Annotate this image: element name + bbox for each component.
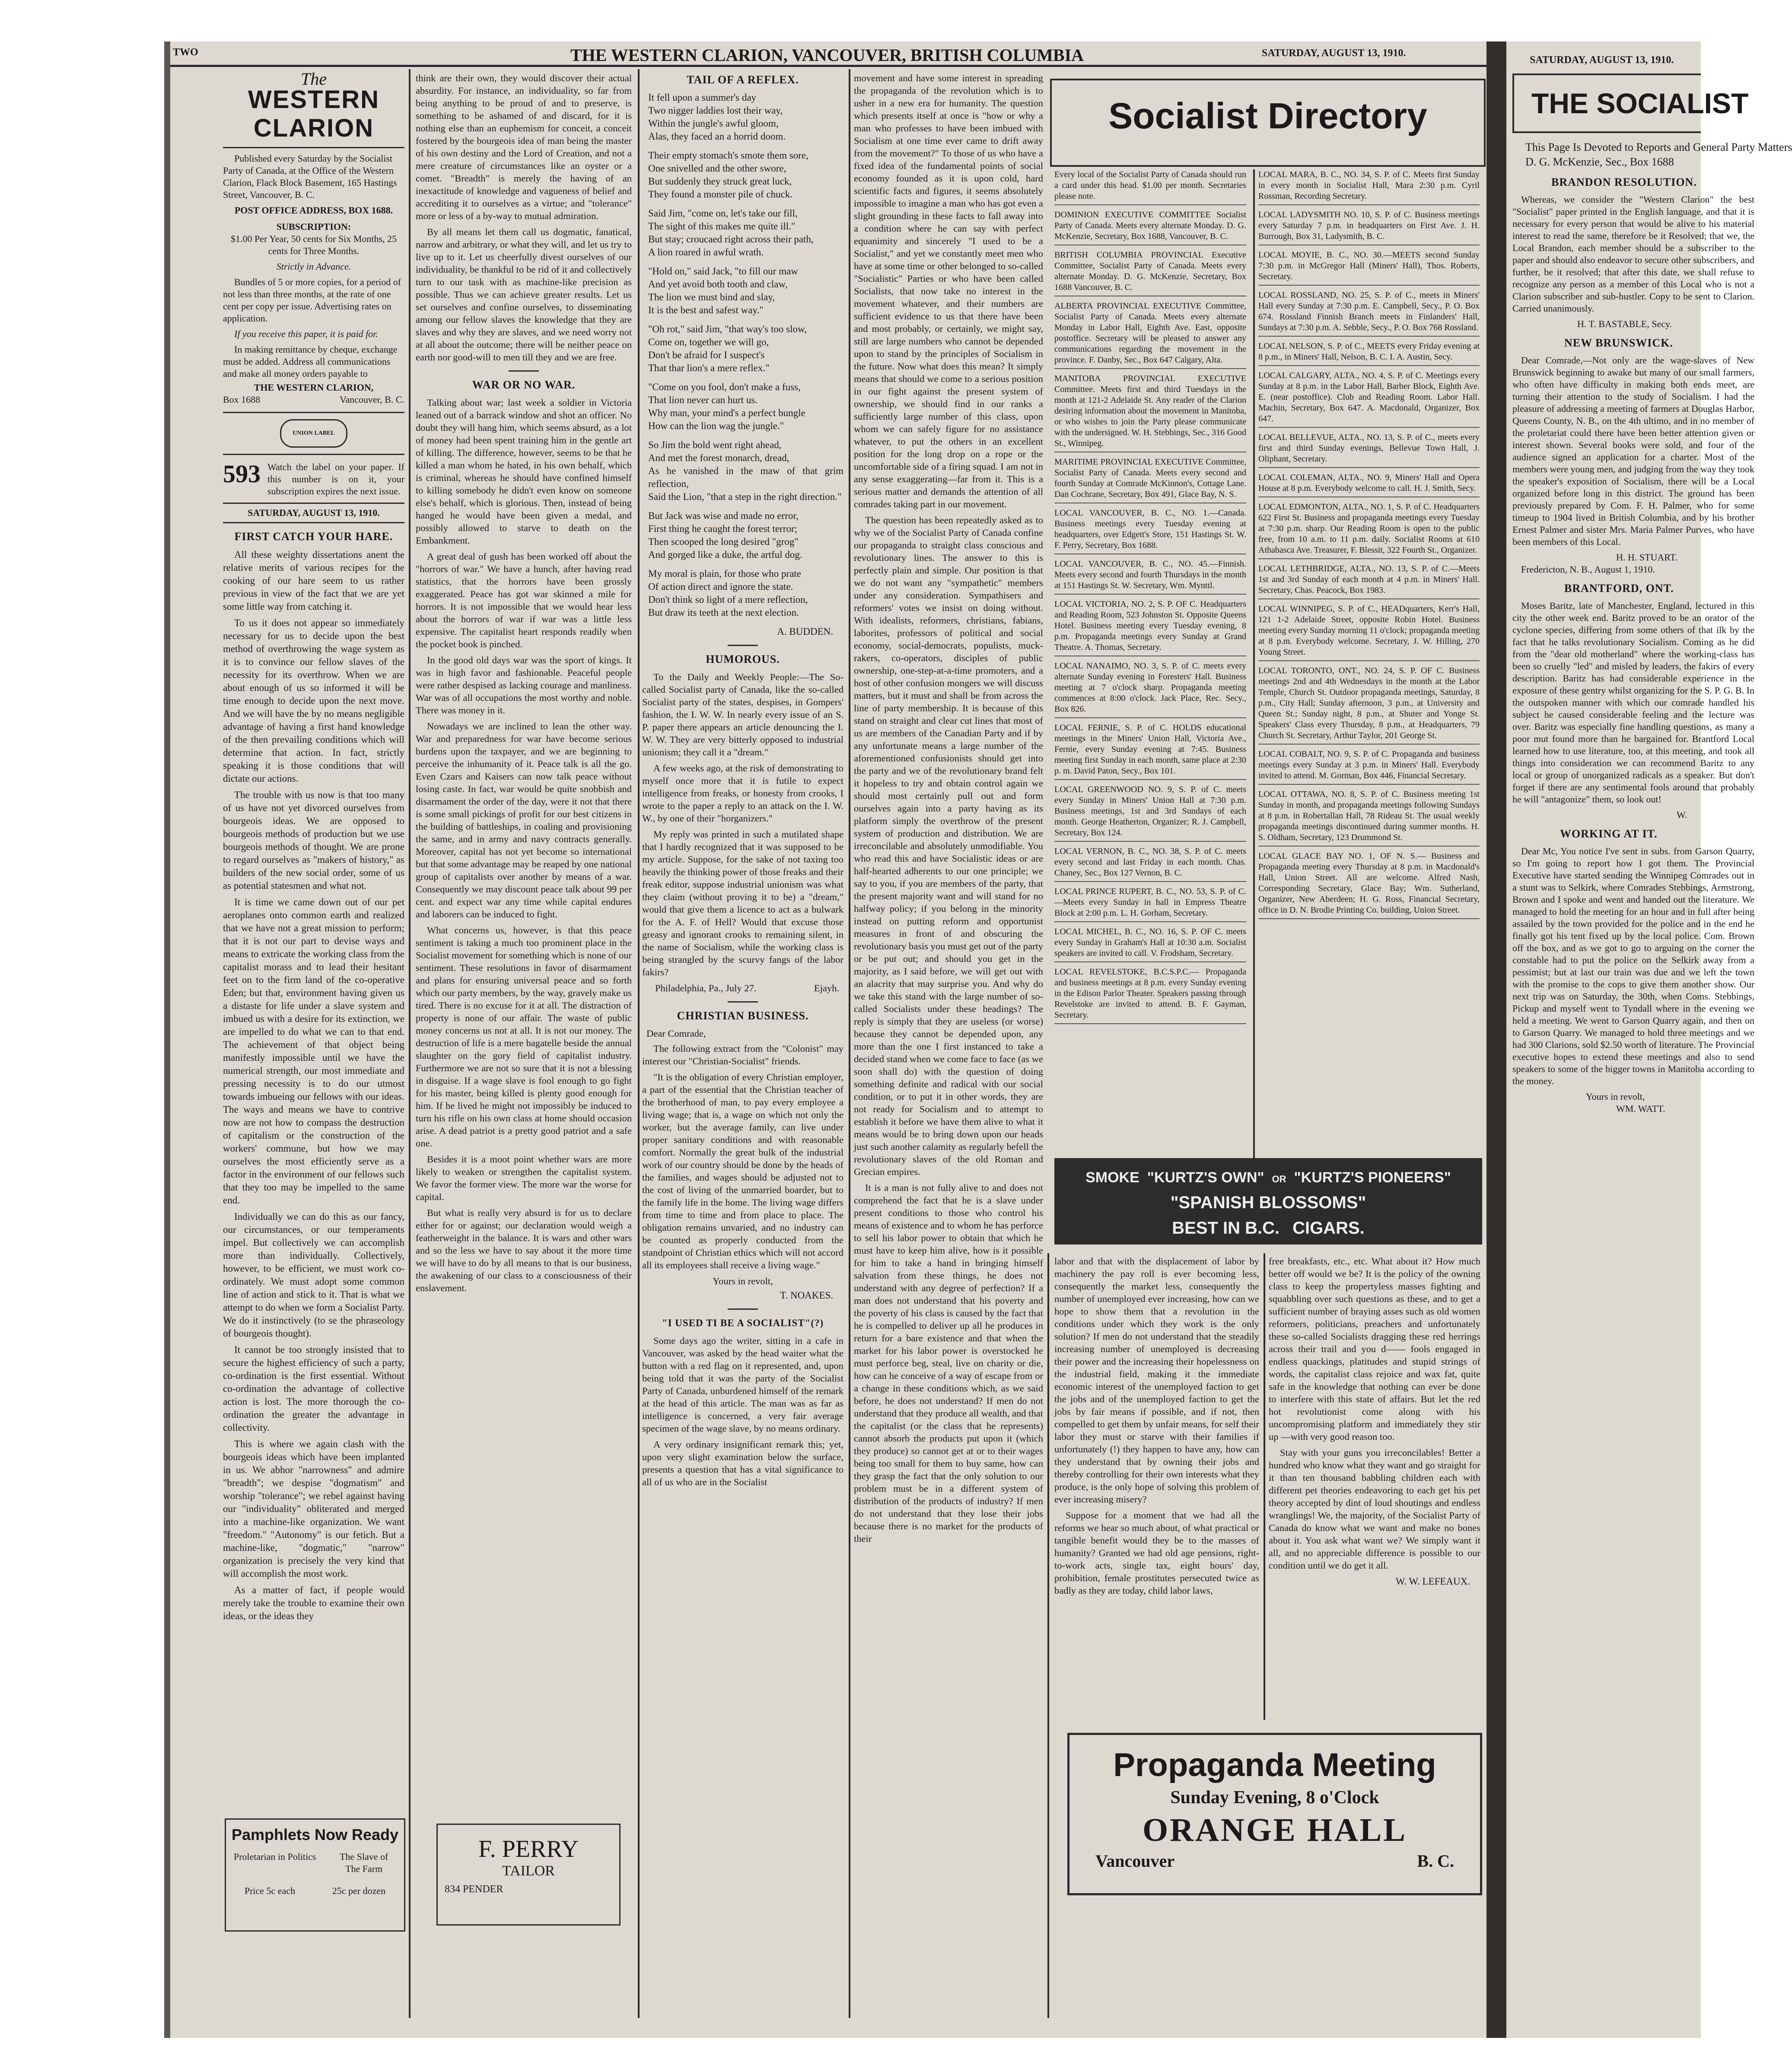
right-page-header-date: SATURDAY, AUGUST 13, 1910.	[1530, 54, 1674, 66]
directory-entry: BRITISH COLUMBIA PROVINCIAL Executive Committee, Socialist Party of Canada. Meets every alternate Monday. D. G. McKenzie, Secretary, Box 1688 Vancouver, B. C.	[1054, 250, 1246, 296]
cigar-ad-smoke: SMOKE	[1085, 1169, 1139, 1186]
union-label-text: UNION LABEL	[293, 430, 335, 436]
article-heading: BRANTFORD, ONT.	[1564, 582, 1674, 595]
directory-entry: LOCAL WINNIPEG, S. P. of C., HEADquarters, Kerr's Hall, 121 1-2 Adelaide Street, opposite Robin Hotel. Business meeting every Sunday morning 11 o'clock; propaganda meeting at 8 p.m. Everybody welcome. Secretary, J. W. Hilling, 270 Young Street.	[1258, 604, 1480, 661]
directory-entry: LOCAL VERNON, B. C., NO. 38, S. P. of C. meets every second and last Friday in each month. Chas. Chaney, Sec., Box 127 Vernon, B. C.	[1054, 846, 1246, 882]
directory-entry: LOCAL BELLEVUE, ALTA., NO. 13, S. P. of C., meets every first and third Sunday evenings, Bellevue Town Hall, J. Oliphant, Secretary.	[1258, 432, 1480, 468]
union-label-icon	[280, 419, 347, 448]
ad-city: Vancouver	[1095, 1851, 1175, 1871]
paragraph: Nowadays we are inclined to lean the other way. War and preparedness for war have become serious burdens upon the taxpayer, and we are beginning to perceive the inhumanity of it. Peace talk is all the go. Even Czars and Kaisers can now talk peace without losing caste. In fact, war would be quite snobbish and disarmament the order of the day, were it not that there is some small pickings of profit for our best citizens in the building of battleships, in coaling and provisioning the same, and in army and navy contracts generally. Moreover, capital has not yet become so international but that some advantage may be reaped by one national group of capitalists over another by means of a war. Consequently we may discount peace talk about 99 per cent. and expect war any time while capital endures and laborers can be induced to fight.	[416, 721, 632, 920]
pamphlets-ad	[225, 1818, 405, 1932]
paragraph: A very ordinary insignificant remark this; yet, upon very slight examination below the surface, presents a question that has a vital significance to all of us who are in the Socialist	[642, 1439, 843, 1487]
directory-column-rule	[1253, 169, 1255, 1163]
subscription-rates: $1.00 Per Year, 50 cents for Six Months, 25 cents for Three Months.	[230, 233, 397, 256]
poem-stanza: So Jim the bold went right ahead, And met the forest monarch, dread, As he vanished in the maw of that grim reflection, Said the Lion, "that a step in the right direction."	[648, 439, 843, 502]
signature: T. NOAKES.	[780, 1290, 833, 1301]
column-rule	[409, 69, 411, 2018]
article-heading: WORKING AT IT.	[1560, 828, 1658, 840]
paragraph: To us it does not appear so immediately necessary for us to decide upon the best method of overthrowing the wage system as it is to convince our fellow slaves of the necessity for its overthrow. When we are about enough of us so informed it will be time enough to decide upon the next move. And we will have the by no means negligible advantage of having a first hand knowledge of the then prevailing conditions which will determine that action. In fact, strictly speaking it is those conditions that will dictate our actions.	[223, 618, 404, 784]
paragraph: The trouble with us now is that too many of us have not yet divorced ourselves from bourgeois ideas. We are opposed to bourgeois methods of production but we use bourgeois methods of thought. We are prone to regard ourselves as "makers of history," as builders of the new social order, some of us as potential statesmen and what not.	[223, 789, 404, 891]
directory-entry: LOCAL FERNIE, S. P. of C. HOLDS educational meetings in the Miners' Union Hall, Victoria Ave., Fernie, every Sunday evening at 7:45. Business meeting first Sunday in each month, same place at 2:30 p. m. David Paton, Secy., Box 101.	[1054, 723, 1246, 780]
cigar-brand: "KURTZ'S PIONEERS"	[1294, 1169, 1451, 1186]
masthead-title: WESTERN CLARION	[248, 86, 379, 142]
directory-left-column	[1054, 169, 1246, 1028]
ad-price: 25c per dozen	[332, 1885, 386, 1896]
masthead-the: The	[301, 69, 327, 89]
directory-entry: LOCAL OTTAWA, NO. 8, S. P. of C. Business meeting 1st Sunday in month, and propaganda meetings following Sundays at 8 p.m. in Robertallan Hall, 78 Rideau St. The usual weekly propaganda meetings discontinued during summer months. H. S. Oldham, Secretary, 123 Drummond St.	[1258, 789, 1480, 847]
directory-entry: LOCAL PRINCE RUPERT, B. C., NO. 53, S. P. of C.—Meets every Sunday in hall in Empress Theatre Block at 2:00 p.m. L. H. Gorham, Secretary.	[1054, 886, 1246, 922]
directory-entry: LOCAL LETHBRIDGE, ALTA., NO. 13, S. P. of C.—Meets 1st and 3rd Sunday of each month at 4 p.m. in Miners' Hall. Secretary, Chas. Peacock, Box 1983.	[1258, 563, 1480, 599]
signature: H. T. BASTABLE, Secy.	[1577, 318, 1672, 329]
paid-notice: If you receive this paper, it is paid for.	[234, 328, 378, 339]
poem-stanza: "Oh rot," said Jim, "that way's too slow, Come on, together we will go, Don't be afraid for I suspect's That thar lion's a mere reflex."	[648, 324, 807, 373]
paragraph: labor and that with the displacement of labor by machinery the pay roll is ever becoming less, consequently the market less, consequently the number of unemployed ever increasing, how can we hope to show them that a revolution in the conditions under which they work is the only solution? If men do not understand that the steadily increasing number of unemployed is decreasing their power and the increasing their hopelessness on the industrial field, making it the immediate economic interest of the unemployed faction to get the jobs and of the unemployed faction to get the jobs by fair means if possible, and if not, then compelled to get them by unfair means, for self their labor they must or starve with their families if unfortunately (!) they happen to have any, how can they understand that by owning their jobs and thereby controlling for their own interests what they produce, is the only hope of solving this problem of ever increasing misery?	[1054, 1256, 1259, 1505]
article-heading: "I USED TI BE A SOCIALIST"(?)	[662, 1318, 824, 1328]
cigar-brand: "SPANISH BLOSSOMS"	[1170, 1193, 1366, 1212]
page-devoted-notice: This Page Is Devoted to Reports and General Party Matters	[1525, 141, 1792, 153]
paragraph: Individually we can do this as our fancy, our circumstances, or our temperaments impel. But collectively we can accomplish more than individually. Collectively, however, to be efficient, we must work co-ordinately. We must adopt some common line of action and stick to it. That is what we attempt to do when we form a Socialist Party. We do it instinctively (to se the phraseology of bourgeois thought).	[223, 1211, 404, 1339]
column-5	[1054, 1255, 1259, 1600]
paragraph: Some days ago the writer, sitting in a cafe in Vancouver, was asked by the head waiter what the button with a red flag on it represented, and, upon being told that it was the party of the Socialist Party of Canada, unburdened himself of the remark at the head of this article. The man was as far as intelligence is concerned, a very fair average specimen of the wage slave, by no means ordinary.	[642, 1335, 843, 1434]
ad-title: Propaganda Meeting	[1113, 1747, 1436, 1783]
ad-hall: ORANGE HALL	[1143, 1812, 1407, 1848]
paragraph: Suppose for a moment that we had all the reforms we hear so much about, of what practical or tangible benefit would they be to the masses of humanity? Granted we had old age pensions, right-to-work acts, single tax, eight hours' day, prohibition, female prostitutes persecuted twice as badly as they are today, child labor laws,	[1054, 1510, 1259, 1596]
advance-notice: Strictly in Advance.	[276, 261, 351, 272]
paragraph: Besides it is a moot point whether wars are more likely to weaken or strengthen the capitalist system. We favor the former view. The more war the worse for capital.	[416, 1154, 632, 1202]
page-number: TWO	[173, 47, 198, 58]
column-6	[1269, 1255, 1480, 1592]
paragraph: Dear Mc, You notice I've sent in subs. from Garson Quarry, so I'm going to report how I got them. The Provincial Executive have started sending the Winnipeg Comrades out in a stunt was to Selkirk, where Comrades Stebbings, Armstrong, Brown and I spoke and went and handed out the literature. We managed to hold the meeting for an hour and in full after being assailed by the town provided for the police and in the end he finally got his tent fixed up by the local police. Com. Brown off the box, and as we got to go to arguing on the corner the constable had to put the police on the Selkirk away from a pessimist; but at last our train was due and we left the town with the promise to the cops to give them another show. Our next trip was on Saturday, the 30th, when Coms. Stebbings, Pickup and myself went to Tyndall where in the evening we held a meeting. We went to Garson Quarry again, and then on to Garson Quarry. We managed to hold three meetings and we had 300 Clarions, sold $2.50 worth of literature. The Provincial executive hopes to extend these meetings and also to send speakers to some of the bigger towns in Manitoba according to the money.	[1512, 846, 1754, 1086]
directory-intro: Every local of the Socialist Party of Canada should run a card under this head. $1.00 per month. Secretaries please note.	[1054, 169, 1246, 205]
paragraph: All these weighty dissertations anent the relative merits of various recipes for the cooking of our hare seem to us rather previous in view of the fact that we are yet some little way from catching it.	[223, 549, 404, 612]
signature: H. H. STUART.	[1616, 552, 1677, 563]
column-4	[854, 72, 1043, 1548]
ad-province: B. C.	[1417, 1851, 1454, 1871]
poem-stanza: "Come on you fool, don't make a fuss, That lion never can hurt us. Why man, your mind's a perfect bungle How can the lion wag the jungle."	[648, 382, 805, 431]
label-notice: Watch the label on your paper. If this number is on it, your subscription expires the next issue.	[267, 462, 404, 497]
paragraph: A few weeks ago, at the risk of demonstrating to myself once more that it is futile to expect intelligence from freaks, or honesty from crooks, I wrote to the paper a reply to an attack on the I. W. W., by one of their "horganizers."	[642, 763, 843, 824]
directory-entry: LOCAL NANAIMO, NO. 3, S. P. of C. meets every alternate Sunday evening in Foresters' Hall. Business meeting at 7 o'clock sharp. Propaganda meeting commences at 8:00 o'clock. Jack Place, Rec. Secy., Box 826.	[1054, 661, 1246, 718]
directory-entry: LOCAL MICHEL, B. C., NO. 16, S. P. OF C. meets every Sunday in Graham's Hall at 10:30 a.m. Socialist speakers are invited to call. V. Frodsham, Secretary.	[1054, 926, 1246, 962]
article-heading: BRANDON RESOLUTION.	[1551, 176, 1697, 188]
column-3	[642, 72, 843, 1492]
directory-entry: LOCAL GREENWOOD NO. 9, S. P. of C. meets every Sunday in Miners' Union Hall at 7:30 p.m. Business meetings, 1st and 3rd Sundays of each month. George Heatherton, Organizer; R. J. Campbell, Secretary, Box 124.	[1054, 784, 1246, 842]
page-fold-shadow	[164, 41, 170, 2038]
paragraph: But what is really very absurd is for us to declare either for or against; our declaration would weigh a featherweight in the balance. It is wars and other wars and so the less we have to say about it the more time we will have to do by all means to that is our business, the awakening of our class to a consciousness of their enslavement.	[416, 1207, 632, 1293]
poem-stanza: But Jack was wise and made no error, First thing he caught the forest terror; Then scooped the long desired "grog" And gorged like a duke, the artful dog.	[648, 510, 802, 560]
closing: Yours in revolt,	[1586, 1091, 1645, 1102]
directory-entry: LOCAL NELSON, S. P. of C., MEETS every Friday evening at 8 p.m., in Miners' Hall, Nelson, B. C. I. A. Austin, Secy.	[1258, 341, 1480, 366]
directory-entry: LOCAL LADYSMITH NO. 10, S. P. of C. Business meetings every Saturday 7 p.m. in headquarters on First Ave. J. H. Burrough, Box 31, Ladysmith, B. C.	[1258, 210, 1480, 245]
directory-entry: LOCAL TORONTO, ONT., NO. 24, S. P. OF C. Business meetings 2nd and 4th Wednesdays in the month at the Labor Temple, Church St. Outdoor propaganda meetings, Saturday, 8 p.m., City Hall; Sunday afternoon, 3 p.m., at University and Queen St.; Sunday night, 8 p.m., at Shuter and Yonge St. Speakers' Class every Thursday, 8 p.m., at Headquarters, 79 Church St. Secretary, Arthur Taylor, 201 George St.	[1258, 665, 1480, 745]
header-rule	[170, 65, 1486, 67]
ad-trade: TAILOR	[502, 1863, 555, 1879]
page-secretary: D. G. McKenzie, Sec., Box 1688	[1525, 156, 1674, 168]
directory-entry: LOCAL ROSSLAND, NO. 25, S. P. of C., meets in Miners' Hall every Sunday at 7:30 p.m. E. Campbell, Secy., P. O. Box 674. Rossland Finnish Branch meets in Finlanders' Hall, Sundays at 7:30 p.m. A. Sebble, Secy., P. O. Box 768 Rossland.	[1258, 290, 1480, 337]
binding-gutter	[1486, 41, 1506, 2038]
issue-date: SATURDAY, AUGUST 13, 1910.	[248, 507, 380, 518]
issue-number: 593	[223, 460, 261, 488]
cigar-ad-or: OR	[1272, 1174, 1286, 1184]
box-number: Box 1688	[223, 394, 261, 405]
right-page-column	[1512, 140, 1792, 1115]
paragraph: It is a man is not fully alive to and does not comprehend the fact that he is a slave under present conditions to those who control his means of existence and to whom he has perforce to sell his labor power to obtain that which he must have to keep him alive, how is it possible for him to take a hand in bringing himself salvation from these things, he does not understand with any degree of perfection? If a man does not understand that his poverty and the poverty of his class is caused by the fact that he is compelled to deliver up all he produces in return for a bare existence and that when the market for his labor power is overstocked he must perforce beg, steal, live on charity or die, how can he conceive of a way of escape from or a change in these conditions which, as we said before, he does not understand? If men do not understand that they produce all wealth, and that the capitalist (or the class that he represents) cannot absorb the products put upon it (which they produce) so cannot get at or to their wages being too small for them to buy same, how can they grasp the fact that the only solution to our problem must be in a different system of distribution of the products of industry? If men do not understand that they lose their jobs because there is no market for the products of their	[854, 1182, 1043, 1544]
signature: W.	[1677, 809, 1687, 820]
poem-stanza: Their empty stomach's smote them sore, One snivelled and the other swore, But suddenly they struck great luck, They found a monster pile of chuck.	[648, 150, 808, 200]
directory-entry: LOCAL CALGARY, ALTA., NO. 4, S. P. of C. Meetings every Sunday at 8 p.m. in the Labor Hall, Barber Block, Eighth Ave. E. (near postoffice). Club and Reading Room. Labor Hall. Machin, Secretary, Box 647. A. Macdonald, Organizer, Box 647.	[1258, 370, 1480, 428]
paragraph: What concerns us, however, is that this peace sentiment is taking a much too prominent place in the Socialist movement for something which is none of our sentiment. These resolutions in favor of disarmament and plans for ensuring universal peace and so forth which our party members, by the way, gravely make us tired. There is no excuse for it at all. The distraction of property is none of our affair. The waste of public money concerns us not at all. It is not our money. The destruction of life is a mere bagatelle beside the annual slaughter on the gory field of capitalist industry. Furthermore we are not so sure that it is not a blessing in disguise. If a wage slave is fool enough to go fight for his master, being killed is plenty good enough for him. If he lived he might not impossibly be induced to turn his rifle on his own class at home should occasion arise. A dead patriot is a pretty good patriot and a safe one.	[416, 925, 632, 1149]
paragraph: free breakfasts, etc., etc. What about it? How much better off would we be? It is the policy of the owning class to keep the propertyless masses fighting and squabbling over such questions as these, and to get a sufficient number of braying asses such as old women reformers, politicians, preachers and unfortunately these so-called Socialists dragging these red herrings across their trail and you d—— fools engaged in endless quackings, platitudes and stupid strings of words, the capitalist class rejoice and wax fat, quite safe in the knowledge that nothing can ever be done to interfere with this state of affairs. But let the red hot revolutionist come along with his uncompromising platform and immediately they stir up —with very good reason too.	[1269, 1256, 1480, 1442]
ad-item: Proletarian in Politics	[233, 1851, 316, 1862]
directory-entry: MANITOBA PROVINCIAL EXECUTIVE Committee. Meets first and third Tuesdays in the month at 121-2 Adelaide St. Any reader of the Clarion desiring information about the movement in Manitoba, or who wishes to join the Party please communicate with the undersigned. W. H. Stebbings, Sec., 316 Good St., Winnipeg.	[1054, 373, 1246, 452]
published-notice: Published every Saturday by the Socialist Party of Canada, at the Office of the Western Clarion, Flack Block Basement, 165 Hastings Street, Vancouver, B. C.	[223, 153, 397, 200]
directory-entry: ALBERTA PROVINCIAL EXECUTIVE Committee, Socialist Party of Canada. Meets every alternate Monday in Labor Hall, Eighth Ave. East, opposite postoffice. Secretary will be pleased to answer any communications regarding the movement in the province. F. Danby, Sec., Box 647 Calgary, Alta.	[1054, 301, 1246, 369]
column-rule	[1047, 1253, 1049, 2018]
subscription-heading: SUBSCRIPTION:	[276, 221, 351, 232]
paragraph: To the Daily and Weekly People:—The So-called Socialist party of Canada, like the so-called Socialist party of the states, despises, in Gompers' fashion, the I. W. W. In nearly every issue of an S. P. paper there appears an article denouncing the I. W. W. They are very bitterly opposed to industrial unionism; they call it a "dream."	[642, 672, 843, 758]
paragraph: This is where we again clash with the bourgeois ideas which have been implanted in us. We abhor "narrowness" and admire "breadth"; we despise "dogmatism" and worship "tolerance"; we rebel against having our "individuality" obliterated and merged into a machine-like organization. We want "freedom." "Autonomy" is our fetich. But a machine-like, "dogmatic," "narrow" organization is precisely the very kind that will accomplish the most work.	[223, 1439, 404, 1579]
signature: A. BUDDEN.	[777, 626, 833, 637]
column-rule	[638, 69, 640, 2018]
paragraph: Stay with your guns you irreconcilables! Better a hundred who know what they want and go straight for it than ten thousand babbling children each with different pet theories endeavoring to each get his pet theory accepted by dint of loud shoutings and endless wranglings! We, the majority, of the Socialist Party of Canada do know what we want and make no bones about it. You ask what want we? We simply want it all, and no appreciable difference is possible to our condition until we do get it all.	[1269, 1447, 1480, 1571]
poem-stanza: Said Jim, "come on, let's take our fill, The sight of this makes me quite ill." But stay; croucaed right across their path, A lion roared in awful wrath.	[648, 208, 814, 258]
article-heading: CHRISTIAN BUSINESS.	[677, 1009, 809, 1022]
paragraph: Moses Baritz, late of Manchester, England, lectured in this city the other week end. Baritz proved to be an orator of the cyclone species, differing from some others of that ilk by the fact that he talks revolutionary Socialism. Coming as he did from the "dear old motherland" where the working-class has been so cruelly "led" and misled by leaders, the fakirs of every description. Baritz has had considerable experience in the exposure of these gentry whilst organizing for the S. P. G. B. In the outspoken manner with which our comrade handled his subject he caused considerable feeling and the lecture was over. Baritz was especially fine handling questions, as many a poor mut found more than he bargained for. Brantford Local learned how to use literature, too, at this meeting, and took all things into consideration we can recommend Baritz to any local or group of unorganized radicals as a speaker. But don't forget if there are any sentimental fools around that probably he will "antagonize" them, so look out!	[1512, 600, 1754, 805]
bundles-notice: Bundles of 5 or more copies, for a period of not less than three months, at the rate of one cent per copy per issue. Advertising rates on application.	[223, 277, 401, 324]
signature: Ejayh.	[814, 983, 839, 993]
directory-entry: DOMINION EXECUTIVE COMMITTEE Socialist Party of Canada. Meets every alternate Monday. D. G. McKenzie, Secretary, Box 1688, Vancouver, B. C.	[1054, 210, 1246, 245]
paragraph: A great deal of gush has been worked off about the "horrors of war." We have a hunch, after having read statistics, that the horrors have been grossly exaggerated. Peace has got war skinned a mile for horrors. It is not impossible that we would hear less about the horrors of war if war was a little less expensive. The capitalist heart responds readily when the pocket book is pinched.	[416, 551, 632, 649]
cigar-ad-cigars: CIGARS.	[1292, 1219, 1365, 1238]
article-heading: HUMOROUS.	[706, 653, 780, 665]
poem-stanza: My moral is plain, for those who prate Of action direct and ignore the state. Don't think so light of a mere reflection, But draw its teeth at the next election.	[648, 568, 808, 618]
publisher-info	[223, 153, 404, 406]
paragraph: The question has been repeatedly asked as to why we of the Socialist Party of Canada confine our propaganda to straight class conscious and revolutionary lines. The answer to this is perfectly plain and simple. Our position is that we do not want any "sympathetic" members under any consideration. Sympathisers and reformers' votes we insist on doing without. With idealists, reformers, christians, fabians, laborites, professors of political and social economy, social-democrats, populists, muck-rakers, co-operators, disciples of public ownership, one-step-at-a-time promoters, and a host of other confusion mongers we will discuss matters, but it must and shall be from across the line of party membership. It is because of this stand on straight and clear cut lines that most of us are members of the Canadian Party and if by any unfortunate means a large number of the aforementioned confusionists should get into the party and we of the revolutionary brand felt it hopeless to try and obtain control again we should most certainly pull out and form ourselves again into a party having as its platform simply the overthrow of the present system of production and distribution. We are irreconcilable and absolutely unmodifiable. You who read this and have Socialistic ideas or are half-hearted adherents to our one principle; we say to you, if you are members of the party, that the present majority want and will stand for no halfway policy; if you belong in the minority instead on putting reform and opportunist measures in front of and obscuring the revolutionary basis you must get out of the party or be put out; and should you get in the majority, as I said before, we will get out with an alacrity that may surprise you. And why do we take this stand with the large number of so-called Socialists under these headings? The reply is simply that they are useless (or worse) because they cannot be depended upon, any more than the one I first instanced to take a decided stand when we come face to face (as we soon shall do) with the question of doing something definite and radical with our social condition, or to put it in other words, they are not ready for Socialism and to attempt to establish it before we have them alive to what it means would be to bring down upon our heads just such another calamity as regularly befell the revolutionary slaves of the old Roman and Grecian empires.	[854, 515, 1043, 1177]
directory-entry: LOCAL MOYIE, B. C., NO. 30.—MEETS second Sunday 7:30 p.m. in McGregor Hall (Miners' Hall), Thos. Roberts, Secretary.	[1258, 250, 1480, 286]
closing: Yours in revolt,	[713, 1276, 773, 1286]
directory-entry: LOCAL VANCOUVER, B. C., NO. 45.—Finnish. Meets every second and fourth Thursdays in the month at 151 Hastings St. W. Secretary, Wm. Mynttl.	[1054, 559, 1246, 595]
masthead-column	[223, 69, 404, 1626]
column-rule	[849, 69, 850, 2018]
dateline: Philadelphia, Pa., July 27.	[655, 983, 757, 993]
paragraph: "It is the obligation of every Christian employer, a part of the essential that the Christian teacher of the brotherhood of man, to pay every employee a living wage; that is, a wage on which not only the worker, but the average family, can live under proper sanitary conditions and with reasonable comfort. Normally the great bulk of the industrial work of our country should be done by the heads of the families, and wages should be adjusted not to the cost of living of the unmarried boarder, but to the family life in the home. The living wage differs from time to time and from place to place. The obligation remains unvaried, and no industry can be counted as properly conducted from the standpoint of Christian ethics which will not accord all its employees shall receive a living wage."	[642, 1072, 843, 1270]
header-date: SATURDAY, AUGUST 13, 1910.	[1262, 48, 1406, 59]
paragraph: think are their own, they would discover their actual absurdity. For instance, an individuality, so far from being anything to be proud of and to preserve, is something to be ashamed of and discard, for it is nothing else than an euphemism for conceit, a conceit fostered by the bourgeois idea of man being the master of his own destiny and the Lord of Creation, and not a mere creature of circumstances like an oyster or a comet. "Breadth" is merely the having of an inexactitude of knowledge and vagueness of belief and accrediting it to ourselves as a virtue; and "tolerance" more or less of a by-way to mutual admiration.	[416, 73, 632, 221]
paragraph: In the good old days war was the sport of kings. It was in high favor and fashionable. Peaceful people were rather despised as lacking courage and manliness. War was of all occupations the most worthy and noble. There was money in it.	[416, 655, 632, 716]
article-heading: NEW BRUNSWICK.	[1564, 337, 1673, 349]
poem-stanza: "Hold on," said Jack, "to fill our maw And yet avoid both tooth and claw, The lion we must bind and slay, It is the best and safest way."	[648, 266, 798, 315]
paragraph: Talking about war; last week a soldier in Victoria leaned out of a barrack window and shot an officer. No doubt they will hang him, which seems absurd, as a lot of money had been spent training him in the gentle art of killing. The difference, however, seems to be that he killed a man whom he hated, in his own behalf, which is criminal, whereas he should have confined himself to killing somebody he didn't even know on someone else's behalf, which is glorious. Then, instead of being hanged he would have been given a medal, and possibly allowed to starve to death on the Embankment.	[416, 397, 632, 546]
paragraph: It cannot be too strongly insisted that to secure the highest efficiency of such a party, co-ordination is the first essential. Without co-ordination the advantage of collective action is lost. The more thorough the co-ordination the greater the advantage in collectivity.	[223, 1344, 404, 1433]
directory-right-column	[1258, 169, 1480, 923]
signature: W. W. LEFEAUX.	[1395, 1576, 1470, 1587]
ad-price: Price 5c each	[244, 1885, 296, 1896]
article-heading: FIRST CATCH YOUR HARE.	[234, 530, 393, 543]
directory-entry: LOCAL EDMONTON, ALTA., NO. 1, S. P. of C. Headquarters 622 First St. Business and propaganda meetings every Tuesday at 7:30 p.m. sharp. Our Reading Room is open to the public free, from 10 a.m. to 11 p.m. daily. Socialist Rooms at 610 Athabasca Ave. Treasurer, F. Blessit, 322 Fourth St., Organizer.	[1258, 502, 1480, 559]
paragraph: movement and have some interest in spreading the propaganda of the revolution which is to usher in a new era for humanity. The question which presents itself at once is "how or why a man who professes to have been imbued with Socialism at one time ever came to drift away from the movement?" To those of us who have a fixed idea of the fundamental points of social economy founded as it is upon cold, hard scientific facts and figures, it seems absolutely impossible to imagine a man who has got even a slight grounding in these facts to fall away into a condition where he can say with perfect equanimity and sincerely "I used to be a Socialist," and yet we constantly meet men who have at some time or other belonged to so-called "Socialistic" Parties or who have been called Socialists, that now take no interest in the movement whatever, and their numbers are sufficient evidence to us that there have been and most probably, or certainly, we might say, still are large numbers who cannot be depended upon to stand by the principles of Socialism in the future. Now what does this mean? It simply means that should we come to a serious position in our fight against the present system of ownership, we should find in our ranks a sufficiently large number of this class, upon whom we can safely figure for no assistance whatever, to put the others in an excellent position for the long drop on a rope or the uncomfortable side of a firing squad. I am not in any sense exaggerating—far from it. This is a serious matter and demands the attention of all comrades taking part in our movement.	[854, 73, 1043, 509]
paragraph: Whereas, we consider the "Western Clarion" the best "Socialist" paper printed in the English language, and that it is necessary for every person that would be alive to his material interest to read the same, therefore be it Resolved; that we, the Local Brandon, each member should be a subscriber to the paper and should also endeavor to secure other subscribers, and further, be it resolved; that after this date, we shall refuse to recognize any person as a member of this Local who is not a Clarion subscriber and sub-hustler. Copy to be sent to Clarion. Carried unanimously.	[1512, 194, 1754, 314]
paragraph: By all means let them call us dogmatic, fanatical, narrow and arbitrary, or what they will, and let us try to live up to it. Let us cheerfully divest ourselves of our individuality, be thankful to be rid of it and collectively turn to our task with as machine-like precision as possible. Thus we can achieve greater results. Let us set ourselves and confine ourselves, to disseminating among our fellow slaves the knowledge that they are slaves and why they are slaves, and we need worry not at all about the outcome; there will be neither peace on earth nor good-will to men till they and we are free.	[416, 226, 632, 363]
perry-tailor-ad	[436, 1824, 621, 1926]
article-heading: TAIL OF A REFLEX.	[687, 73, 799, 86]
directory-entry: LOCAL COLEMAN, ALTA., NO. 9, Miners' Hall and Opera House at 8 p.m. Everybody welcome to call. H. J. Smith, Secy.	[1258, 472, 1480, 497]
poem-stanza: It fell upon a summer's day Two nigger laddies lost their way, Within the jungle's awful gloom, Alas, they faced an a horrid doom.	[648, 92, 786, 142]
signature: WM. WATT.	[1616, 1103, 1665, 1114]
propaganda-meeting-ad	[1067, 1733, 1482, 1895]
directory-entry: LOCAL COBALT, NO. 9, S. P. of C. Propaganda and business meetings every Sunday at 3 p.m. in Miners' Hall. Everybody invited to attend. M. Gorman, Box 446, Financial Secretary.	[1258, 749, 1480, 785]
directory-entry: MARITIME PROVINCIAL EXECUTIVE Committee, Socialist Party of Canada. Meets every second and fourth Sunday at Comrade McKinnon's, Cottage Lane. Dan Cochrane, Secretary, Box 491, Glace Bay, N. S.	[1054, 457, 1246, 503]
dateline: Fredericton, N. B., August 1, 1910.	[1521, 564, 1655, 575]
ad-title: Pamphlets Now Ready	[231, 1826, 399, 1843]
paragraph: My reply was printed in such a mutilated shape that I hardly recognized that it was supposed to be my article. Suppose, for the sake of not taxing too heavily the thinking power of those freaks and their freak editor, suppose industrial unionism was what they claim (without proving it to be) a "dream," would that give them a licence to act as a bulwark for the A. F. of Hell? Would that excuse those greasy and ignorant crooks to remaining silent, in the name of Socialism, while the working class is being strangled by the scurvy fangs of the labor fakirs?	[642, 829, 843, 977]
right-page-title: THE SOCIALIST	[1531, 87, 1749, 119]
ad-item: The Slave of The Farm	[339, 1851, 388, 1874]
paragraph: As a matter of fact, if people would merely take the trouble to examine their own ideas, or the ideas they	[223, 1585, 404, 1621]
paragraph: It is time we came down out of our pet aeroplanes onto common earth and realized that we have not a great mission to perform; that it is not our part to devise ways and means to extricate the working class from the capitalist morass and to lead their hesitant feet on to the firm land of the co-operative Eden; but that, environment having given us a distaste for life under a slave system and imbued us with a desire for its extinction, we are impelled to do what we can to that end. The achievement of that object being manifestly impossible until we have the numerical strength, our most immediate and pressing necessity is to do our utmost towards imbueing our fellows with our ideas. The ways and means we have to contrive now are not how to compass the destruction of capitalism or the construction of the workers' commune, but how we may ourselves the most efficiently serve as a factor in the environment of our fellows such that they too may be impelled to the same end.	[223, 897, 404, 1206]
city: Vancouver, B. C.	[339, 394, 404, 405]
article-heading: WAR OR NO WAR.	[472, 379, 576, 391]
directory-entry: LOCAL REVELSTOKE, B.C.S.P.C.— Propaganda and business meetings at 8 p.m. every Sunday evening in the Edison Parlor Theater. Speakers passing through Revelstoke are invited to attend. B. F. Gayman, Secretary.	[1054, 967, 1246, 1024]
directory-title: Socialist Directory	[1108, 95, 1427, 136]
post-office-address: POST OFFICE ADDRESS, BOX 1688.	[234, 205, 393, 216]
cigar-ad-best: BEST IN B.C.	[1172, 1219, 1280, 1238]
column-rule	[1264, 1253, 1265, 1720]
column-2	[416, 72, 632, 1298]
directory-entry: LOCAL VICTORIA, NO. 2, S. P. OF C. Headquarters and Reading Room, 523 Johnston St. Opposite Queens Hotel. Business meeting every Tuesday evening, 8 p.m. Propaganda meetings every Sunday at Grand Theatre. A. Thomas, Secretary.	[1054, 599, 1246, 656]
payable-to: THE WESTERN CLARION,	[254, 382, 374, 393]
paragraph: The following extract from the "Colonist" may interest our "Christian-Socialist" friends.	[642, 1043, 843, 1066]
directory-entry: LOCAL VANCOUVER, B. C., NO. 1.—Canada. Business meetings every Tuesday evening at headquarters, over Edgett's Store, 151 Hastings St. W. F. Perry, Secretary, Box 1688.	[1054, 508, 1246, 554]
directory-entry: LOCAL GLACE BAY NO. 1, OF N. S.— Business and Propaganda meeting every Thursday at 8 p.m. in Macdonald's Hall, Union Street. All are welcome. Alfred Nash, Corresponding Secretary, Glace Bay; Wm. Sutherland, Organizer, New Aberdeen; H. G. Ross, Financial Secretary, office in D. N. Brodie Printing Co. building, Union Street.	[1258, 851, 1480, 919]
ad-address: 834 PENDER	[445, 1884, 503, 1895]
ad-subtitle: Sunday Evening, 8 o'Clock	[1170, 1788, 1379, 1808]
ad-name: F. PERRY	[478, 1836, 579, 1862]
paragraph: Dear Comrade,—Not only are the wage-slaves of New Brunswick beginning to awake but many of our small farmers, who often have difficulty in making both ends meet, are turning their attention to the study of Socialism. I had the pleasure of addressing a meeting of farmers at Douglas Harbor, Queens County, N. B., on the 4th ultimo, and in no member of the proletariat could there have been better attention given or interest shown. Several books were sold, and four of the audience signed an application for a charter. Most of the members were young men, and judging from the way they took the speaker's exposition of Socialism, there will be a Local organized before long in this district. The ground has been previously prepared by Com. F. H. Palmer, who for some timeup to 1904 lived in British Columbia, and by his brother Ernest Palmer and sister Mrs. Maria Palmer Purves, who have been members of this Local.	[1512, 355, 1754, 547]
directory-entry: LOCAL MARA, B. C., NO. 34, S. P. of C. Meets first Sunday in every month in Socialist Hall, Mara 2:30 p.m. Cyril Rossman, Recording Secretary.	[1258, 169, 1480, 205]
cigar-brand: "KURTZ'S OWN"	[1147, 1169, 1264, 1186]
salutation: Dear Comrade,	[646, 1028, 706, 1039]
right-page-content	[1512, 73, 1792, 2035]
paper-title-header: THE WESTERN CLARION, VANCOUVER, BRITISH COLUMBIA	[570, 45, 1084, 65]
remittance-notice: In making remittance by cheque, exchange must be added. Address all communications and make all money orders payable to	[223, 344, 398, 379]
cigar-ad-banner	[1054, 1158, 1482, 1245]
